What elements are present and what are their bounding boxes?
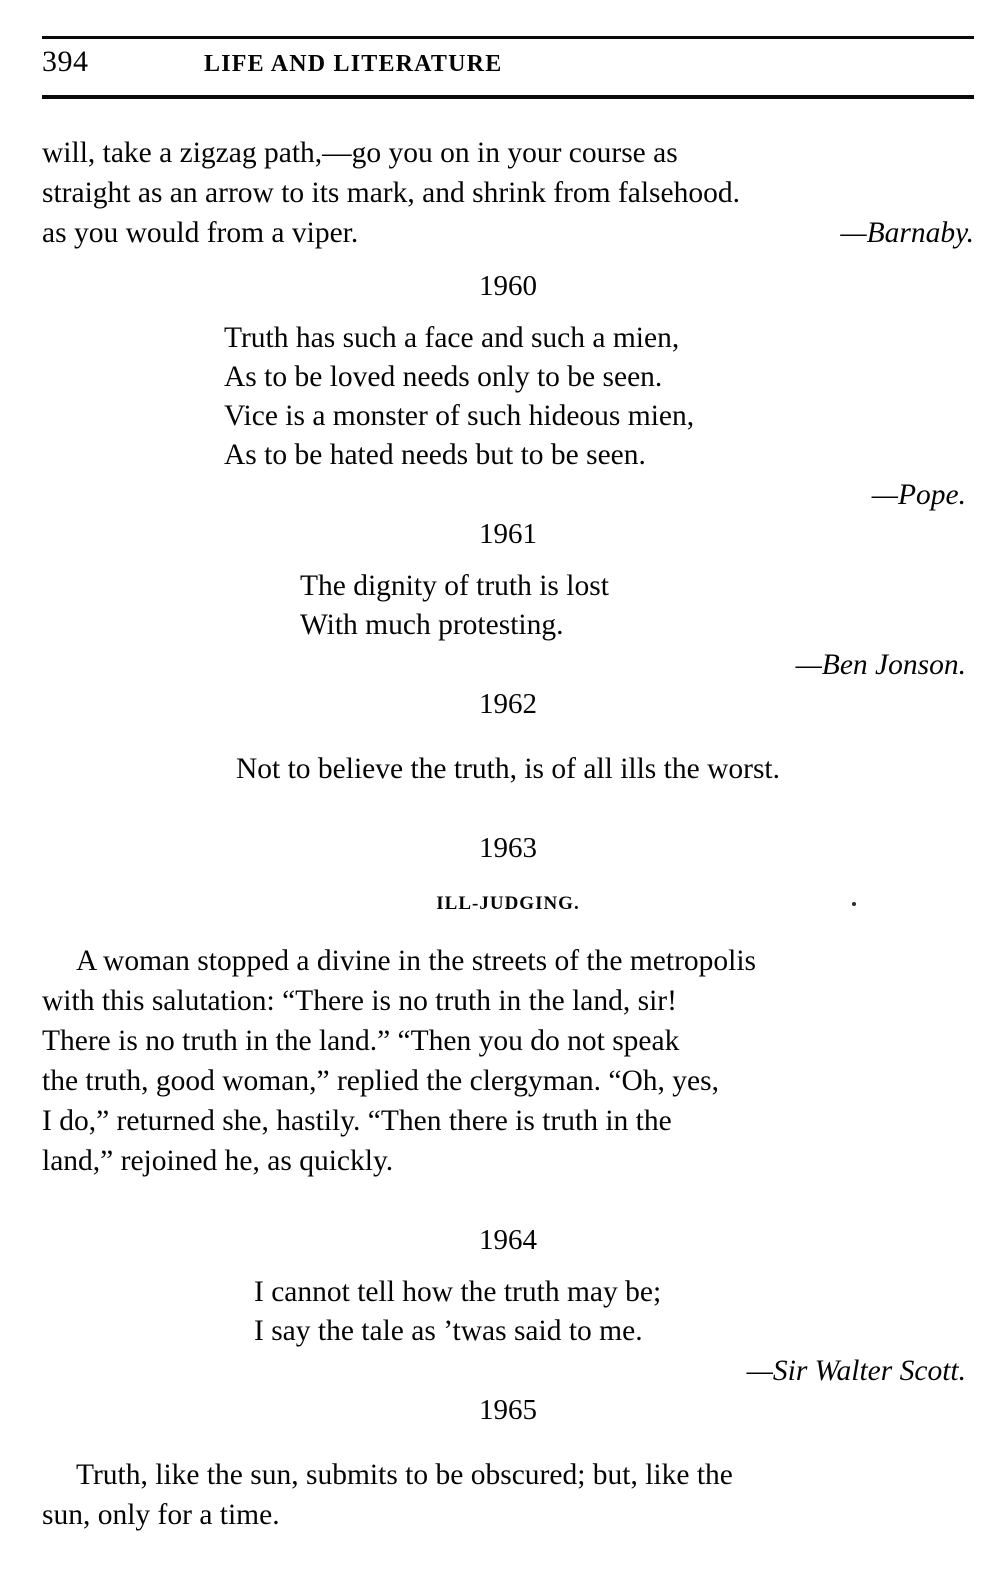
verse-block-1961 bbox=[42, 567, 974, 645]
verse-line: I say the tale as ’twas said to me. bbox=[254, 1315, 643, 1347]
text-line: Truth, like the sun, submits to be obscured; but, like the bbox=[76, 1459, 733, 1491]
verse-block-1964 bbox=[42, 1273, 974, 1351]
text-line: There is no truth in the land.” “Then you do not speak bbox=[42, 1025, 680, 1057]
page-speck bbox=[852, 902, 856, 906]
entry-number-1962: 1962 bbox=[479, 688, 537, 720]
verse-line: As to be loved needs only to be seen. bbox=[224, 361, 663, 393]
text-line: Not to believe the truth, is of all ills the worst. bbox=[235, 753, 781, 785]
prose-block-1963 bbox=[42, 941, 974, 1181]
entry-number-1961: 1961 bbox=[479, 518, 537, 550]
verse-block-1960 bbox=[42, 319, 974, 475]
section-label-ill-judging: ILL-JUDGING. bbox=[436, 893, 580, 914]
entry-number-1960: 1960 bbox=[479, 270, 537, 302]
prose-block-1965 bbox=[42, 1455, 974, 1535]
text-line: straight as an arrow to its mark, and shrink from falsehood. bbox=[42, 177, 741, 209]
text-line: A woman stopped a divine in the streets of the metropolis bbox=[76, 945, 757, 977]
text-line: I do,” returned she, hastily. “Then there is truth in the bbox=[42, 1105, 672, 1137]
verse-line: With much protesting. bbox=[300, 609, 564, 641]
verse-line: I cannot tell how the truth may be; bbox=[254, 1276, 662, 1308]
entry-number-1964: 1964 bbox=[479, 1224, 537, 1256]
verse-line: Vice is a monster of such hideous mien, bbox=[224, 400, 695, 432]
page-header bbox=[42, 39, 974, 95]
verse-line: The dignity of truth is lost bbox=[300, 570, 609, 602]
prose-block-1962 bbox=[42, 749, 974, 789]
attribution-walter-scott: —Sir Walter Scott. bbox=[746, 1355, 966, 1387]
text-line: will, take a zigzag path,—go you on in your course as bbox=[42, 137, 678, 169]
running-head: LIFE AND LITERATURE bbox=[204, 51, 503, 77]
entry-number-1963: 1963 bbox=[479, 832, 537, 864]
prose-continuation bbox=[42, 133, 974, 253]
verse-line: Truth has such a face and such a mien, bbox=[224, 322, 680, 354]
text-line: sun, only for a time. bbox=[42, 1499, 280, 1531]
entry-number-1965: 1965 bbox=[479, 1394, 537, 1426]
header-rule-bottom bbox=[42, 95, 974, 99]
text-line: with this salutation: “There is no truth in the land, sir! bbox=[42, 985, 677, 1017]
page-number: 394 bbox=[42, 45, 89, 78]
attribution-ben-jonson: —Ben Jonson. bbox=[795, 649, 966, 681]
attribution-pope: —Pope. bbox=[871, 479, 966, 511]
text-line: land,” rejoined he, as quickly. bbox=[42, 1145, 394, 1177]
attribution: —Barnaby. bbox=[840, 217, 974, 249]
page-content bbox=[42, 36, 974, 1535]
verse-line: As to be hated needs but to be seen. bbox=[224, 439, 646, 471]
text-line: the truth, good woman,” replied the clergyman. “Oh, yes, bbox=[42, 1065, 719, 1097]
text-line: as you would from a viper. bbox=[42, 217, 359, 249]
